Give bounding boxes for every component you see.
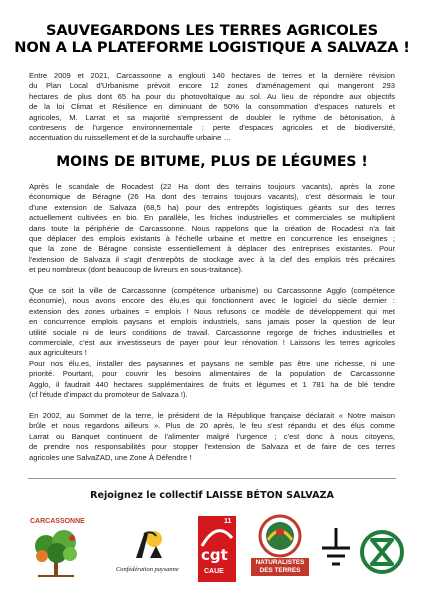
text-line: extension des zones urbaines = emplois ! Nous refusons ce modèle de développement qui met (29, 306, 395, 316)
intro-paragraph (29, 71, 395, 144)
naturalistes-label: NATURALISTES DES TERRES (251, 558, 309, 576)
text-line: Pour nos élu.es, installer des paysannes et paysans ne semble pas être une richesse, ni une (29, 358, 395, 368)
naturalistes-des-terres-logo (250, 514, 310, 584)
text-line: que la zone de Béragne consiste essentiellement à déplacer des entreprises existantes. Pour (29, 244, 395, 254)
extinction-rebellion-icon (358, 528, 406, 576)
body-paragraph-3 (29, 411, 395, 463)
call-to-action: Rejoignez le collectif LAISSE BÉTON SALVAZA (90, 490, 334, 501)
text-line: priorité. Pourtant, pour couvrir les besoins alimentaires de la population de Carcassonne (29, 369, 395, 379)
text-line: Larrat ou Banquet continuent de l'alimenter malgré l'urgence ; c'est donc à nous citoyens, (29, 431, 395, 441)
cgt-sublabel: CAUE (204, 568, 224, 575)
text-line: dans toute la périphérie de Carcassonne. Nous rappelons que la création de Rocadest n'a fait (29, 223, 395, 233)
text-line: en concurrence emplois paysans et emplois industriels, sans jamais poser la question de leur (29, 317, 395, 327)
text-line: accentuation du ruissellement et de la surchauffe urbaine … (29, 133, 232, 143)
text-line: agricoles, M. Larrat et sa majorité s'empressent de doubler le rythme de bétonisation, à (29, 112, 395, 122)
extinction-rebellion-logo (358, 528, 406, 576)
divider (28, 478, 396, 479)
text-line: aux agriculteurs ! (29, 348, 87, 358)
text-line: agricoles une SalvaZAD, une Zone À Défendre ! (29, 452, 192, 462)
confederation-paysanne-label: Confédération paysanne (116, 566, 179, 573)
confederation-paysanne-icon (130, 528, 170, 560)
carcassonne-logo (24, 518, 90, 582)
page-title-line1: SAUVEGARDONS LES TERRES AGRICOLES (45, 22, 378, 39)
earth-ground-logo (318, 524, 354, 578)
text-line: Agglo, il faudrait 440 hectares supplémentaires de fruits et légumes et 1 781 ha de blé tendre (29, 379, 395, 389)
text-line: utilité sociale ni de leurs conditions de travail. Carcassonne regorge de friches industrielles et (29, 327, 395, 337)
text-line: économie), nous avons encore des élu.es qui fonctionnent avec le logiciel du siècle dernier : (29, 296, 395, 306)
text-line: brûle et nous regardons ailleurs ». Plus de 20 après, le feu s'est répandu et des élus comme (29, 421, 395, 431)
text-line: que déplacer des emplois existants à l'échelle urbaine et mettre en concurrence les enseignes ; (29, 234, 395, 244)
earth-ground-icon (318, 524, 354, 578)
cgt-number: 11 (224, 518, 232, 525)
cgt-label: cgt (201, 546, 228, 564)
text-line: Que ce soit la ville de Carcassonne (compétence urbanisme) ou Carcassonne Agglo (compétence (29, 286, 395, 295)
text-line: Entre 2009 et 2021, Carcassonne a englouti 140 hectares de terres et la dernière révision (29, 71, 395, 80)
section-subtitle: MOINS DE BITUME, PLUS DE LÉGUMES ! (56, 154, 368, 170)
text-line: contresens de l'urgence environnementale : perte d'espaces agricoles et de biodiversité, (29, 123, 395, 133)
text-line: actuellement cultivées en bio. En parallèle, les friches industrielles et commerciales se multiplient (29, 213, 395, 223)
confederation-paysanne-logo (116, 528, 192, 588)
text-line: En 2002, au Sommet de la terre, le président de la République française déclarait « Notre maison (29, 411, 395, 420)
text-line: et peu nombreux (dont beaucoup de livreurs en sous-traitance). (29, 265, 244, 275)
text-line: d'une extension de Salvaza (68,5 ha) pour des entrepôts logistiques géants sur des terres (29, 202, 395, 212)
page-title-line2: NON A LA PLATEFORME LOGISTIQUE A SALVAZA ! (14, 39, 410, 56)
body-paragraph-2 (29, 286, 395, 400)
cgt-logo (198, 516, 236, 582)
text-line: Après le scandale de Rocadest (22 Ha dont des terrains toujours vacants), après la zone (29, 182, 395, 191)
text-line: hectares de plus dont 65 ha pour du photovoltaïque au sol. Au lieu de répondre aux objectifs (29, 91, 395, 101)
text-line: (cf l'étude d'impact du promoteur de Salvaza !). (29, 390, 188, 400)
text-line: de la loi Climat et Résilience en diminuant de 50% la consommation d'espaces naturels et (29, 102, 395, 112)
body-paragraph-1 (29, 182, 395, 276)
naturalistes-des-terres-icon (250, 514, 310, 560)
text-line: de prendre nos responsabilités pour stopper l'extension de Salvaza et de faire de ces terres (29, 442, 395, 452)
text-line: l'extension de Salvaza il s'agit d'entrepôts de stockage avec à la clef des emplois très précaires (29, 254, 395, 264)
carcassonne-tree-icon (24, 526, 90, 582)
text-line: économique de Béragne (26 Ha dont des terrains toujours vacants), c'est désormais le tour (29, 192, 395, 202)
text-line: commerciale, c'est aux investisseurs de payer pour leur rénovation ! Laissons les terres agricoles (29, 338, 395, 348)
text-line: du Plan Local d'Urbanisme prévoit encore 12 zones d'aménagement qui mangeront 293 (29, 81, 395, 91)
carcassonne-label: CARCASSONNE (30, 518, 85, 525)
